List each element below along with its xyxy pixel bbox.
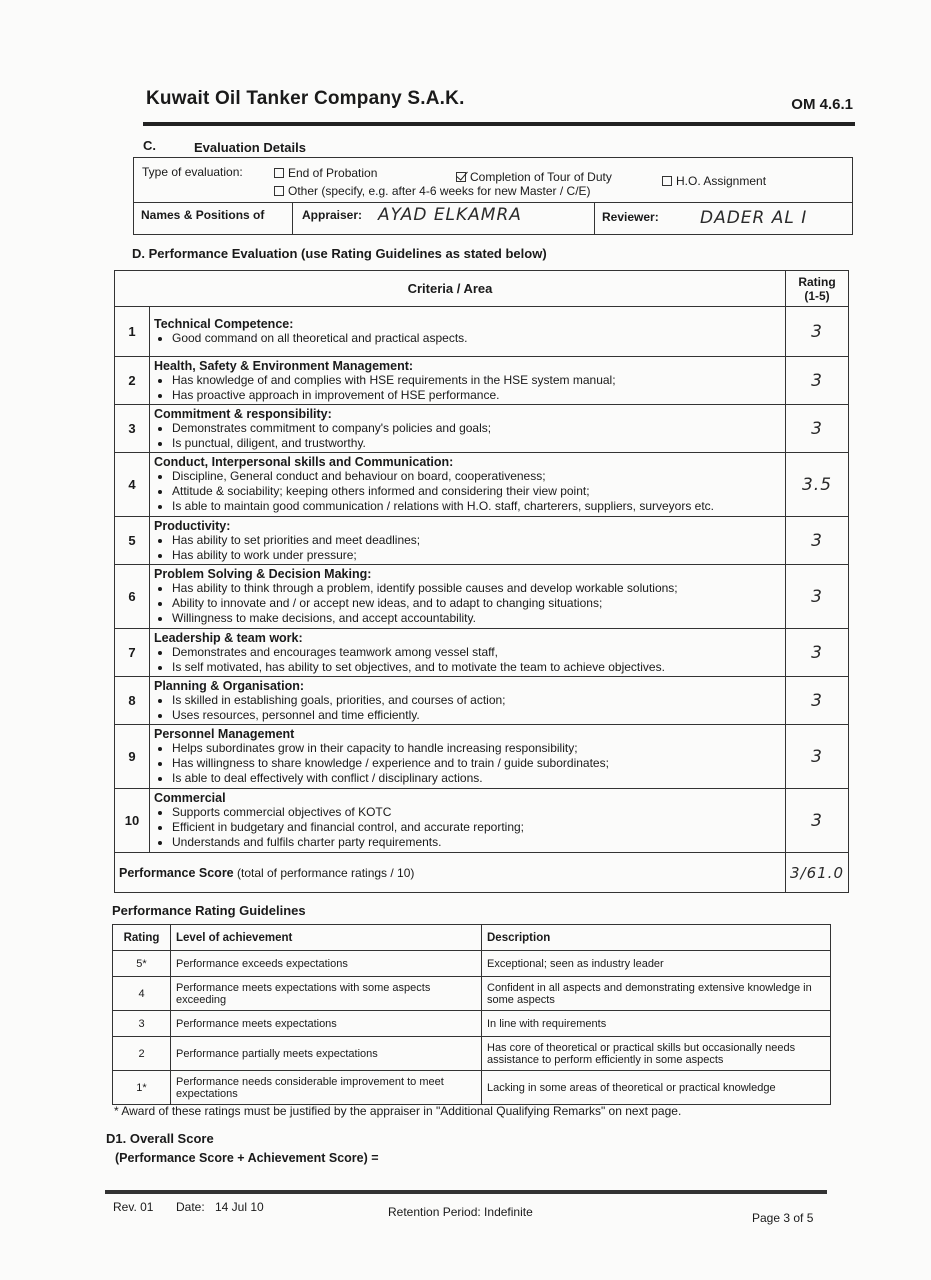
guidelines-rating: 2 xyxy=(113,1037,171,1071)
criteria-bullet: • Good command on all theoretical and practical aspects. xyxy=(172,331,781,346)
section-c-title: Evaluation Details xyxy=(194,140,306,155)
criteria-bullet: • Uses resources, personnel and time efficiently. xyxy=(172,708,781,723)
criteria-cell xyxy=(150,517,786,565)
guidelines-row xyxy=(113,1037,831,1071)
criteria-bullet: • Has ability to set priorities and meet deadlines; xyxy=(172,533,781,548)
criteria-number: 8 xyxy=(115,677,150,725)
guidelines-level: Performance partially meets expectations xyxy=(171,1037,482,1071)
reviewer-value[interactable]: DADER AL I xyxy=(700,208,808,228)
criteria-bullet: • Has proactive approach in improvement of HSE performance. xyxy=(172,388,781,403)
criteria-name: Leadership & team work: xyxy=(154,630,303,645)
criteria-column-header: Criteria / Area xyxy=(115,271,786,307)
footer-revision: Rev. 01 xyxy=(113,1200,154,1214)
checkbox-end-of-probation[interactable] xyxy=(274,168,284,178)
criteria-row xyxy=(115,629,849,677)
criteria-header-row xyxy=(115,271,849,307)
criteria-row xyxy=(115,789,849,853)
guidelines-table xyxy=(112,924,831,1105)
criteria-bullet: • Has ability to think through a problem, identify possible causes and develop workable solutions; xyxy=(172,581,781,596)
criteria-number: 3 xyxy=(115,405,150,453)
criteria-cell xyxy=(150,725,786,789)
guidelines-level: Performance meets expectations with some aspects exceeding xyxy=(171,977,482,1011)
criteria-row xyxy=(115,565,849,629)
option-ho-assignment[interactable]: H.O. Assignment xyxy=(662,174,766,188)
criteria-row xyxy=(115,453,849,517)
criteria-bullet: • Helps subordinates grow in their capacity to handle increasing responsibility; xyxy=(172,741,781,756)
criteria-row xyxy=(115,307,849,357)
rating-value[interactable]: 3 xyxy=(786,357,849,405)
criteria-bullet: • Understands and fulfils charter party requirements. xyxy=(172,835,781,850)
criteria-cell xyxy=(150,789,786,853)
criteria-name: Health, Safety & Environment Management: xyxy=(154,358,414,373)
criteria-bullet: • Has ability to work under pressure; xyxy=(172,548,781,563)
rating-value[interactable]: 3 xyxy=(786,307,849,357)
criteria-bullet: • Supports commercial objectives of KOTC xyxy=(172,805,781,820)
criteria-name: Conduct, Interpersonal skills and Communication: xyxy=(154,455,454,469)
guidelines-rating: 3 xyxy=(113,1011,171,1037)
rating-value[interactable]: 3 xyxy=(786,565,849,629)
guidelines-description: Confident in all aspects and demonstrating extensive knowledge in some aspects xyxy=(482,977,831,1011)
divider xyxy=(292,202,293,234)
reviewer-label: Reviewer: xyxy=(602,210,659,224)
rating-value[interactable]: 3 xyxy=(786,405,849,453)
rating-value[interactable]: 3 xyxy=(786,789,849,853)
evaluation-type-box xyxy=(133,157,853,203)
criteria-row xyxy=(115,405,849,453)
criteria-number: 9 xyxy=(115,725,150,789)
rating-value[interactable]: 3 xyxy=(786,629,849,677)
criteria-name: Problem Solving & Decision Making: xyxy=(154,567,372,581)
evaluation-type-label: Type of evaluation: xyxy=(142,165,243,179)
criteria-name: Commercial xyxy=(154,791,226,805)
guidelines-header-level: Level of achievement xyxy=(171,925,482,951)
score-note: (total of performance ratings / 10) xyxy=(236,865,415,880)
rating-value[interactable]: 3 xyxy=(786,725,849,789)
guidelines-row xyxy=(113,1071,831,1105)
guidelines-description: In line with requirements xyxy=(482,1011,831,1037)
footer-date-label: Date: xyxy=(176,1200,205,1214)
page-header xyxy=(143,86,855,124)
document-number: OM 4.6.1 xyxy=(791,96,853,113)
criteria-bullet: • Has knowledge of and complies with HSE requirements in the HSE system manual; xyxy=(172,373,781,388)
section-d1-title: D1. Overall Score xyxy=(106,1131,214,1146)
criteria-number: 4 xyxy=(115,453,150,517)
score-row xyxy=(115,853,849,893)
guidelines-row xyxy=(113,1011,831,1037)
criteria-name: Personnel Management xyxy=(154,727,295,741)
footer-page-number: Page 3 of 5 xyxy=(752,1211,814,1225)
guidelines-level: Performance exceeds expectations xyxy=(171,951,482,977)
appraiser-value[interactable]: AYAD ELKAMRA xyxy=(378,205,522,225)
criteria-bullet: • Demonstrates and encourages teamwork among vessel staff, xyxy=(172,645,781,660)
criteria-row xyxy=(115,357,849,405)
guidelines-level: Performance needs considerable improvement to meet expectations xyxy=(171,1071,482,1105)
criteria-bullet: • Discipline, General conduct and behaviour on board, cooperativeness; xyxy=(172,469,781,484)
overall-score-formula: (Performance Score + Achievement Score) = xyxy=(115,1151,379,1165)
criteria-cell xyxy=(150,565,786,629)
guidelines-rating: 1* xyxy=(113,1071,171,1105)
criteria-cell xyxy=(150,677,786,725)
checkbox-completion-of-tour[interactable] xyxy=(456,172,466,182)
guidelines-footnote: * Award of these ratings must be justified by the appraiser in "Additional Qualifying Remarks" on next page. xyxy=(114,1104,682,1118)
score-value[interactable]: 3/61.0 xyxy=(786,853,849,893)
checkbox-other[interactable] xyxy=(274,186,284,196)
score-label-cell xyxy=(115,853,786,893)
criteria-cell xyxy=(150,405,786,453)
criteria-number: 10 xyxy=(115,789,150,853)
criteria-bullet: • Demonstrates commitment to company's policies and goals; xyxy=(172,421,781,436)
guidelines-rating: 5* xyxy=(113,951,171,977)
criteria-name: Commitment & responsibility: xyxy=(154,406,332,421)
rating-value[interactable]: 3 xyxy=(786,517,849,565)
names-positions-label: Names & Positions of xyxy=(141,208,265,222)
names-positions-box xyxy=(133,202,853,235)
criteria-number: 6 xyxy=(115,565,150,629)
criteria-table xyxy=(114,270,849,893)
criteria-bullet: • Is able to deal effectively with conflict / disciplinary actions. xyxy=(172,771,781,786)
guidelines-header-rating: Rating xyxy=(113,925,171,951)
header-rule xyxy=(143,122,855,126)
section-c-letter: C. xyxy=(143,138,156,153)
criteria-bullet: • Attitude & sociability; keeping others informed and considering their view point; xyxy=(172,484,781,499)
guidelines-description: Has core of theoretical or practical skills but occasionally needs assistance to perform efficiently in some aspects xyxy=(482,1037,831,1071)
criteria-cell xyxy=(150,453,786,517)
company-name: Kuwait Oil Tanker Company S.A.K. xyxy=(146,88,465,109)
criteria-cell xyxy=(150,357,786,405)
criteria-row xyxy=(115,725,849,789)
rating-value[interactable]: 3 xyxy=(786,677,849,725)
criteria-row xyxy=(115,677,849,725)
option-other[interactable]: Other (specify, e.g. after 4-6 weeks for new Master / C/E) xyxy=(274,184,591,198)
criteria-bullet: • Efficient in budgetary and financial control, and accurate reporting; xyxy=(172,820,781,835)
guidelines-description: Lacking in some areas of theoretical or practical knowledge xyxy=(482,1071,831,1105)
criteria-number: 7 xyxy=(115,629,150,677)
guidelines-row xyxy=(113,977,831,1011)
guidelines-level: Performance meets expectations xyxy=(171,1011,482,1037)
divider xyxy=(594,202,595,234)
criteria-name: Planning & Organisation: xyxy=(154,678,305,693)
rating-column-header: Rating (1-5) xyxy=(786,271,849,307)
option-completion-of-tour[interactable]: Completion of Tour of Duty xyxy=(456,170,612,184)
guidelines-title: Performance Rating Guidelines xyxy=(112,903,306,918)
footer-rule xyxy=(105,1190,827,1194)
footer-retention: Retention Period: Indefinite xyxy=(388,1205,533,1219)
score-label: Performance Score xyxy=(119,865,234,880)
criteria-bullet: • Has willingness to share knowledge / experience and to train / guide subordinates; xyxy=(172,756,781,771)
criteria-cell xyxy=(150,307,786,357)
rating-value[interactable]: 3.5 xyxy=(786,453,849,517)
guidelines-rating: 4 xyxy=(113,977,171,1011)
criteria-cell xyxy=(150,629,786,677)
guidelines-description: Exceptional; seen as industry leader xyxy=(482,951,831,977)
criteria-name: Technical Competence: xyxy=(154,317,294,331)
criteria-number: 5 xyxy=(115,517,150,565)
criteria-number: 2 xyxy=(115,357,150,405)
criteria-row xyxy=(115,517,849,565)
criteria-bullet: • Is self motivated, has ability to set objectives, and to motivate the team to achieve objectives. xyxy=(172,660,781,675)
criteria-bullet: • Is punctual, diligent, and trustworthy. xyxy=(172,436,781,451)
criteria-number: 1 xyxy=(115,307,150,357)
guidelines-header-row xyxy=(113,925,831,951)
option-end-of-probation[interactable]: End of Probation xyxy=(274,166,377,180)
criteria-bullet: • Is skilled in establishing goals, priorities, and courses of action; xyxy=(172,693,781,708)
criteria-bullet: • Ability to innovate and / or accept new ideas, and to adapt to changing situations; xyxy=(172,596,781,611)
guidelines-row xyxy=(113,951,831,977)
guidelines-header-description: Description xyxy=(482,925,831,951)
criteria-bullet: • Is able to maintain good communication / relations with H.O. staff, charterers, suppliers, surveyors etc. xyxy=(172,499,781,514)
section-d-title: D. Performance Evaluation (use Rating Guidelines as stated below) xyxy=(132,246,547,261)
appraiser-label: Appraiser: xyxy=(302,208,363,222)
footer-date: 14 Jul 10 xyxy=(215,1200,264,1214)
criteria-name: Productivity: xyxy=(154,518,231,533)
checkbox-ho-assignment[interactable] xyxy=(662,176,672,186)
criteria-bullet: • Willingness to make decisions, and accept accountability. xyxy=(172,611,781,626)
